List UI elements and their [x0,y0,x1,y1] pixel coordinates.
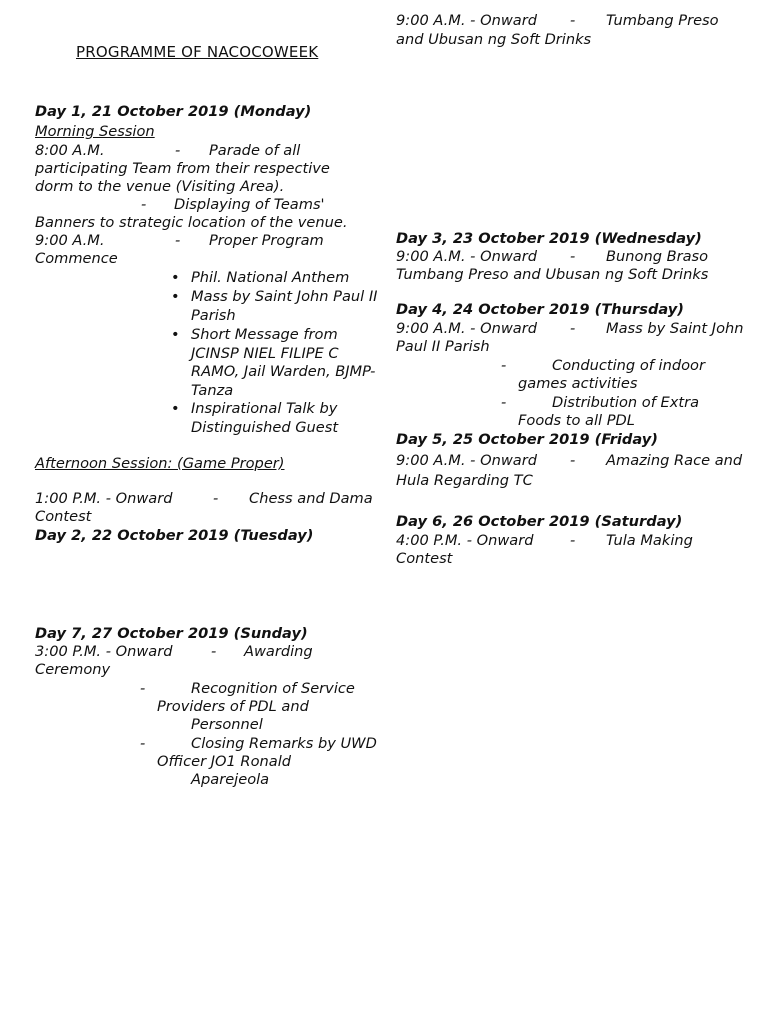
bullet-text: JCINSP NIEL FILIPE C [191,344,339,362]
bullet-item [172,288,377,325]
day6-time: 4:00 P.M. - Onward [396,532,534,549]
day4-item-dash: - [501,394,507,411]
day1-dash-3: - [175,232,181,249]
day3-dash: - [570,248,576,265]
day4-activity: Mass by Saint John [606,320,744,337]
day3-time: 9:00 A.M. - Onward [396,248,537,265]
day7-item-text: Officer JO1 Ronald [157,753,292,770]
morning-session-label: Morning Session [35,123,155,140]
bullet-text: Distinguished Guest [191,418,339,436]
bullet-text: Tanza [191,381,234,399]
day7-text-line: Ceremony [35,661,111,678]
bullet-item [172,326,375,400]
day1-dash-1: - [175,142,181,159]
day1-dash-2: - [141,196,147,213]
day6-heading: Day 6, 26 October 2019 (Saturday) [396,513,683,530]
day1-activity-1: Parade of all [209,142,301,159]
day2-heading: Day 2, 22 October 2019 (Tuesday) [35,527,314,544]
day1-activity-2: Displaying of Teams' [174,196,325,213]
day1-activity-3: Proper Program [209,232,324,249]
day1-text-line: participating Team from their respective [35,160,330,177]
bullet-text: • Phil. National Anthem [191,269,350,286]
day2-activity: Tumbang Preso [606,12,719,29]
day2-dash: - [570,12,576,29]
day7-heading: Day 7, 27 October 2019 (Sunday) [35,625,308,642]
day1-text-line: dorm to the venue (Visiting Area). [35,178,285,195]
day1-text-line: Commence [35,250,118,267]
bullet-text: Parish [191,306,236,324]
day5-heading: Day 5, 25 October 2019 (Friday) [396,431,658,448]
day7-item-text: Personnel [191,716,263,733]
day7-item-dash: - [140,735,146,752]
day5-time: 9:00 A.M. - Onward [396,452,537,469]
day7-item-text: Aparejeola [191,771,270,788]
afternoon-session-label: Afternoon Session: (Game Proper) [35,455,285,472]
bullet-text: • Mass by Saint John Paul II [191,288,378,305]
day1-aft-time: 1:00 P.M. - Onward [35,490,173,507]
day6-activity: Tula Making [606,532,693,549]
day2-time: 9:00 A.M. - Onward [396,12,537,29]
day6-dash: - [570,532,576,549]
day5-activity: Amazing Race and [606,452,743,469]
day7-item-text: Providers of PDL and [157,698,309,715]
bullet-item [172,269,349,288]
day2-text-line: and Ubusan ng Soft Drinks [396,31,592,48]
day1-aft-activity: Chess and Dama [249,490,373,507]
day6-text-line: Contest [396,550,453,567]
day1-time-2: 9:00 A.M. [35,232,105,249]
day4-heading: Day 4, 24 October 2019 (Thursday) [396,301,684,318]
day1-time-1: 8:00 A.M. [35,142,105,159]
day5-dash: - [570,452,576,469]
day4-item-text: Distribution of Extra [552,394,700,411]
day7-activity: Awarding [244,643,313,660]
day7-dash: - [211,643,217,660]
day4-text-line: Paul II Parish [396,338,490,355]
day5-text-line: Hula Regarding TC [396,472,533,489]
day1-text-line: Contest [35,508,92,525]
bullet-item [172,400,338,437]
day4-dash: - [570,320,576,337]
day3-text-line: Tumbang Preso and Ubusan ng Soft Drinks [396,266,709,283]
bullet-text: • Inspirational Talk by [191,400,338,417]
day7-item-text: Recognition of Service [191,680,355,697]
day4-item-text: Foods to all PDL [518,412,635,429]
page-title: PROGRAMME OF NACOCOWEEK [76,43,319,61]
day4-time: 9:00 A.M. - Onward [396,320,537,337]
day1-text-line: Banners to strategic location of the venue. [35,214,348,231]
bullet-text: • Short Message from [191,326,338,343]
day4-item-text: Conducting of indoor [552,357,705,374]
day7-item-dash: - [140,680,146,697]
day7-item-text: Closing Remarks by UWD [191,735,377,752]
day3-heading: Day 3, 23 October 2019 (Wednesday) [396,230,702,247]
day7-time: 3:00 P.M. - Onward [35,643,173,660]
day1-aft-dash: - [213,490,219,507]
day4-item-text: games activities [518,375,638,392]
day4-item-dash: - [501,357,507,374]
day1-heading: Day 1, 21 October 2019 (Monday) [35,103,312,120]
bullet-text: RAMO, Jail Warden, BJMP- [191,363,376,380]
day3-activity: Bunong Braso [606,248,709,265]
